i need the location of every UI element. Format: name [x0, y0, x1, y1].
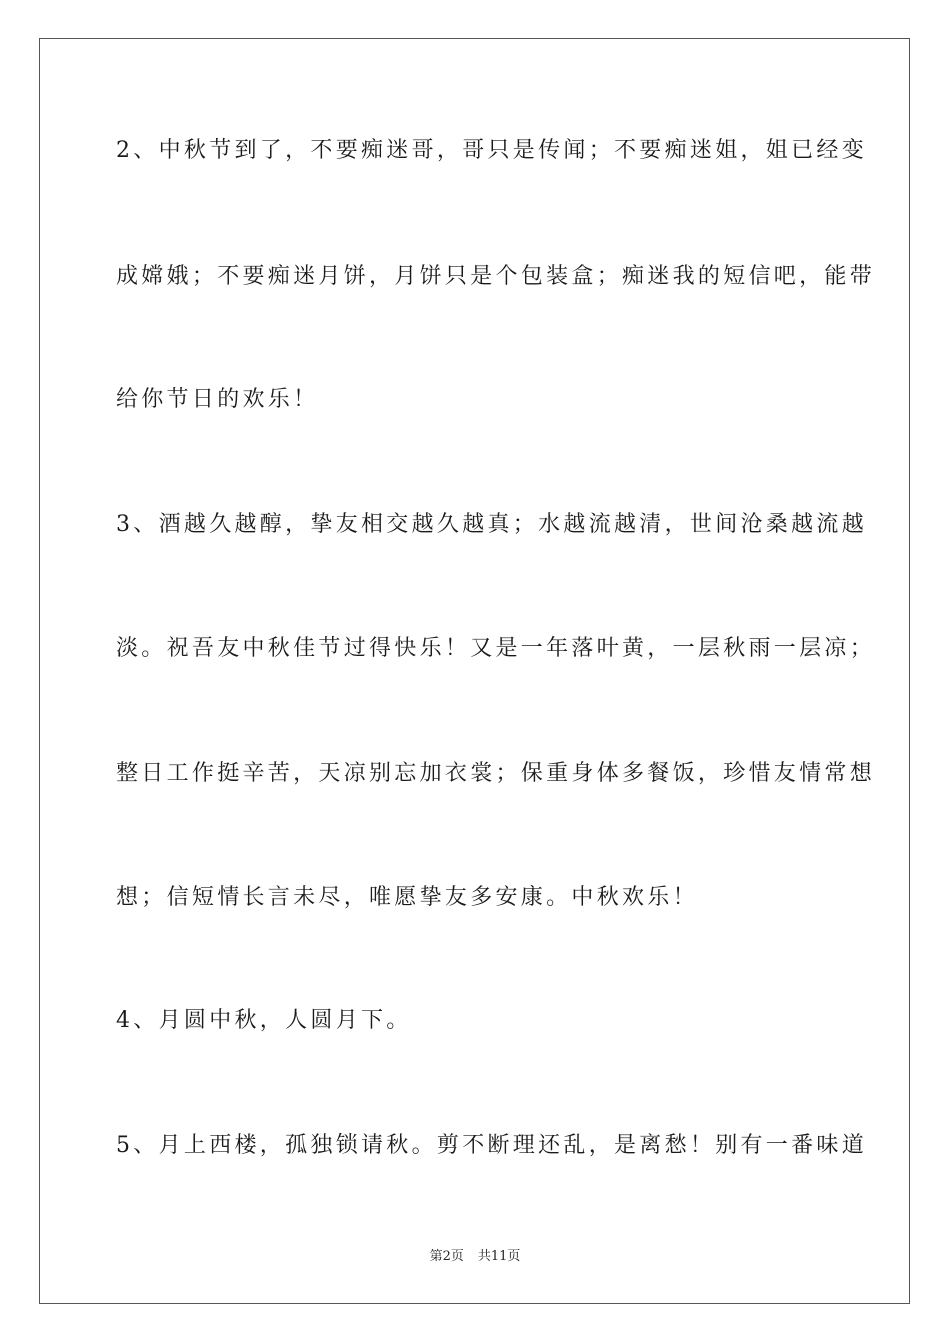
text-line: 3、酒越久越醇，挚友相交越久越真；水越流越清，世间沧桑越流越	[116, 512, 867, 537]
page-number: 第2页	[429, 1249, 464, 1264]
text-line: 5、月上西楼，孤独锁请秋。剪不断理还乱，是离愁！别有一番味道	[116, 1133, 867, 1158]
text-line: 给你节日的欢乐！	[116, 387, 319, 412]
text-line: 2、中秋节到了，不要痴迷哥，哥只是传闻；不要痴迷姐，姐已经变	[116, 138, 867, 163]
page-border	[39, 38, 910, 1304]
page-footer	[0, 1248, 950, 1266]
page-total: 共11页	[477, 1249, 521, 1264]
text-line: 淡。祝吾友中秋佳节过得快乐！又是一年落叶黄，一层秋雨一层凉；	[116, 636, 876, 661]
text-line: 想；信短情长言未尽，唯愿挚友多安康。中秋欢乐！	[116, 885, 698, 910]
text-line: 整日工作挺辛苦，天凉别忘加衣裳；保重身体多餐饭，珍惜友情常想	[116, 761, 876, 786]
text-line: 4、月圆中秋，人圆月下。	[116, 1008, 412, 1033]
text-line: 成嫦娥；不要痴迷月饼，月饼只是个包装盒；痴迷我的短信吧，能带	[116, 264, 876, 289]
